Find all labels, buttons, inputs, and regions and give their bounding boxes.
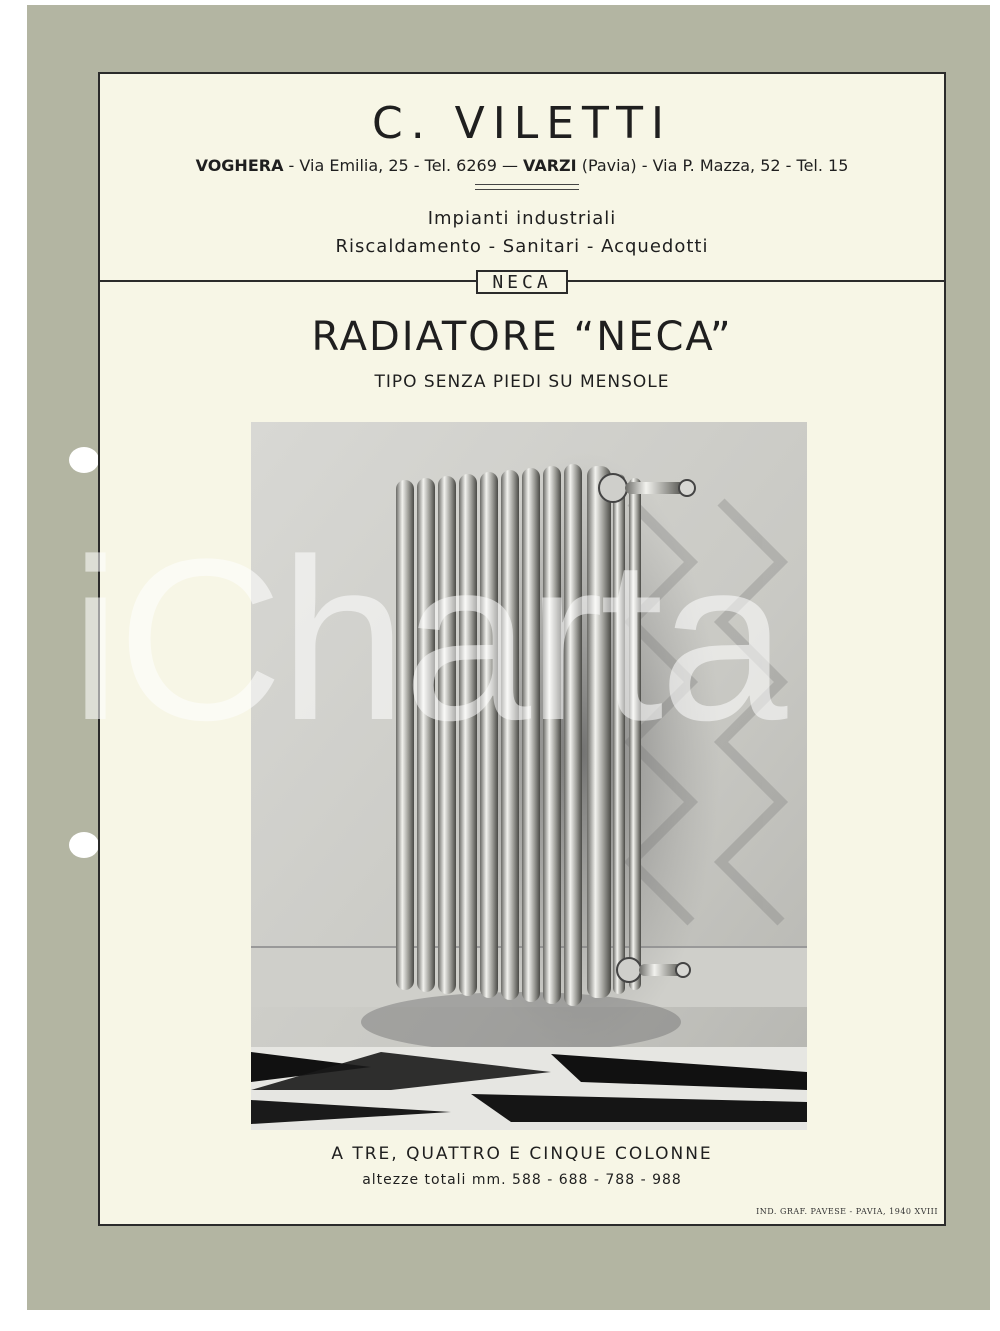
company-address [100, 156, 944, 175]
activity-line-2: Riscaldamento - Sanitari - Acquedotti [335, 236, 709, 257]
radiator-columns [396, 464, 641, 1006]
product-subtitle: TIPO SENZA PIEDI SU MENSOLE [374, 372, 670, 392]
radiator-photo [251, 422, 807, 1130]
advertisement-frame [98, 72, 946, 1226]
address-voghera: - Via Emilia, 25 - Tel. 6269 — [283, 156, 524, 175]
caption-heights: altezze totali mm. 588 - 688 - 788 - 988 [362, 1172, 682, 1188]
product-title: RADIATORE “NECA” [311, 314, 733, 360]
radiator-illustration [251, 422, 807, 1130]
punch-hole-bottom [69, 832, 99, 858]
address-varzi: (Pavia) - Via P. Mazza, 52 - Tel. 15 [576, 156, 849, 175]
city-varzi: VARZI [523, 156, 577, 175]
punch-hole-top [69, 447, 99, 473]
printer-credit: IND. GRAF. PAVESE - PAVIA, 1940 XVIII [756, 1207, 938, 1216]
caption-columns: A TRE, QUATTRO E CINQUE COLONNE [331, 1144, 713, 1164]
double-rule [475, 184, 579, 190]
company-name: C. VILETTI [371, 98, 673, 149]
neca-logo: NECA [476, 270, 568, 294]
watermark-logo: iCharta [70, 511, 784, 768]
city-voghera: VOGHERA [195, 156, 284, 175]
activity-line-1: Impianti industriali [427, 208, 617, 229]
